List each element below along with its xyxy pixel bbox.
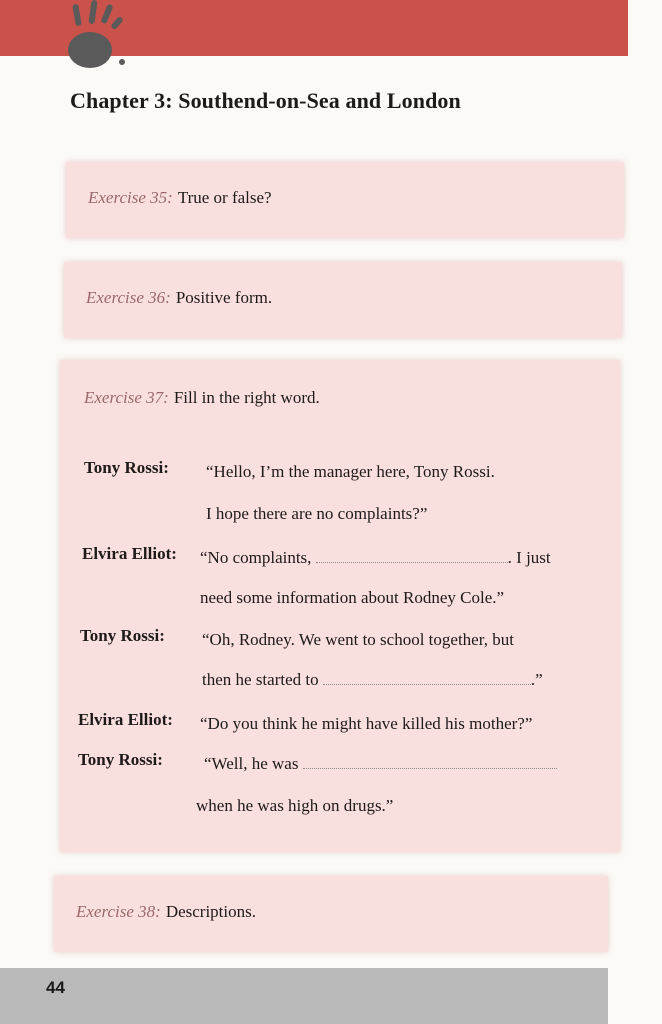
dialogue-text: then he started to <box>202 670 319 689</box>
dialogue-speaker: Tony Rossi: <box>78 750 163 769</box>
exercise-instruction: Fill in the right word. <box>173 388 320 407</box>
exercise-35-heading <box>88 188 272 208</box>
dialogue-line: “Do you think he might have killed his mother?” <box>200 714 533 733</box>
dialogue-speaker: Tony Rossi: <box>80 626 165 645</box>
page-number: 44 <box>46 978 65 997</box>
exercise-38-heading <box>76 902 256 922</box>
fill-in-blank[interactable] <box>303 754 557 769</box>
handprint-icon <box>58 0 140 76</box>
dialogue-text: . I just <box>507 548 551 567</box>
dialogue-line <box>204 754 557 774</box>
dialogue-speaker: Elvira Elliot: <box>78 710 173 729</box>
dialogue-line: I hope there are no complaints?” <box>206 504 428 523</box>
dialogue-line <box>202 670 543 690</box>
exercise-instruction: Positive form. <box>175 288 273 307</box>
fill-in-blank[interactable] <box>323 670 531 685</box>
dialogue-line: need some information about Rodney Cole.” <box>200 588 505 607</box>
dialogue-speaker: Elvira Elliot: <box>82 544 177 563</box>
dialogue-text: .” <box>530 670 543 689</box>
exercise-instruction: True or false? <box>177 188 272 207</box>
dialogue-text: “No complaints, <box>200 548 312 567</box>
exercise-number: Exercise 36: <box>86 288 171 307</box>
exercise-number: Exercise 35: <box>88 188 173 207</box>
fill-in-blank[interactable] <box>316 548 508 563</box>
exercise-instruction: Descriptions. <box>165 902 256 921</box>
dialogue-line: “Hello, I’m the manager here, Tony Rossi. <box>206 462 495 481</box>
page-title: Chapter 3: Southend-on-Sea and London <box>70 88 461 113</box>
dialogue-speaker: Tony Rossi: <box>84 458 169 477</box>
exercise-36-heading <box>86 288 272 308</box>
exercise-number: Exercise 38: <box>76 902 161 921</box>
dialogue-line: “Oh, Rodney. We went to school together, but <box>202 630 514 649</box>
dialogue-line: when he was high on drugs.” <box>196 796 394 815</box>
exercise-37-heading <box>84 388 320 408</box>
footer-band <box>0 968 608 1024</box>
dialogue-line <box>200 548 551 568</box>
dialogue-text: “Well, he was <box>204 754 299 773</box>
exercise-number: Exercise 37: <box>84 388 169 407</box>
